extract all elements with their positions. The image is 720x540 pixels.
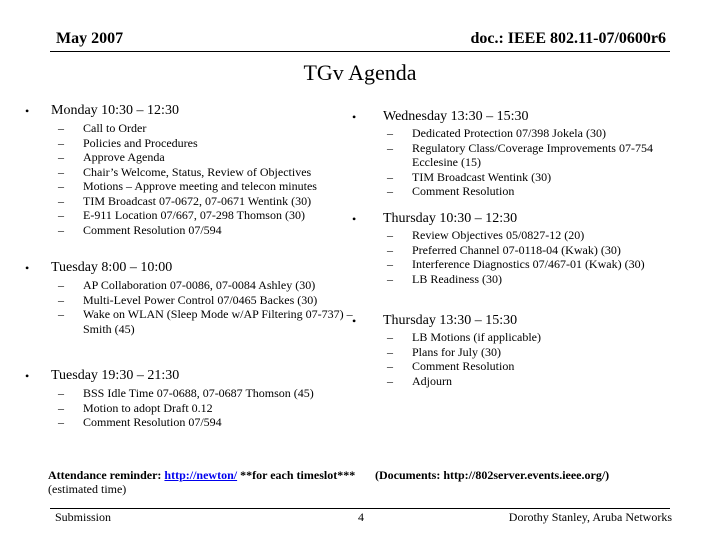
list-item-text: Comment Resolution <box>412 184 515 198</box>
list-item <box>58 164 353 180</box>
dash-icon: – <box>58 292 64 307</box>
dash-icon: – <box>58 307 64 321</box>
list-item <box>58 179 353 194</box>
list-item-text: Interference Diagnostics 07/467-01 (Kwak) (30) <box>412 257 645 271</box>
bullet-icon: • <box>25 261 30 275</box>
left-section-heading: Monday 10:30 – 12:30 <box>51 103 179 118</box>
list-item-text: TIM Broadcast Wentink (30) <box>412 169 552 184</box>
list-item <box>387 228 657 243</box>
list-item-text: BSS Idle Time 07-0688, 07-0687 Thomson (45) <box>83 386 314 400</box>
bullet-icon: • <box>25 104 30 118</box>
dash-icon: – <box>387 373 393 388</box>
dash-icon: – <box>387 184 393 198</box>
list-item-text: Approve Agenda <box>83 150 165 164</box>
list-item <box>387 169 657 185</box>
bullet-icon: • <box>352 314 357 328</box>
right-section-items <box>387 330 657 388</box>
dash-icon: – <box>58 278 64 292</box>
estimated-time-note: (estimated time) <box>48 482 127 496</box>
list-item-text: Plans for July (30) <box>412 344 501 359</box>
list-item-text: AP Collaboration 07-0086, 07-0084 Ashley (30) <box>83 278 316 292</box>
list-item-text: Preferred Channel 07-0118-04 (Kwak) (30) <box>412 242 621 257</box>
list-item-text: Chair’s Welcome, Status, Review of Objectives <box>83 164 312 179</box>
attendance-link[interactable]: http://newton/ <box>164 468 238 482</box>
dash-icon: – <box>58 222 64 237</box>
list-item-text: Comment Resolution 07/594 <box>83 415 222 429</box>
page-title: TGv Agenda <box>303 60 417 85</box>
list-item <box>58 150 353 165</box>
dash-icon: – <box>387 271 393 286</box>
list-item <box>58 278 353 293</box>
list-item <box>58 386 353 401</box>
list-item <box>387 257 657 272</box>
bullet-icon: • <box>25 369 30 383</box>
list-item-text: TIM Broadcast 07-0672, 07-0671 Wentink (30) <box>83 193 312 208</box>
right-section-heading: Thursday 10:30 – 12:30 <box>383 211 518 226</box>
left-section-items <box>58 121 353 237</box>
dash-icon: – <box>58 135 64 150</box>
dash-icon: – <box>58 193 64 208</box>
dash-icon: – <box>387 257 393 271</box>
list-item-text: Adjourn <box>412 373 452 388</box>
page-number: 4 <box>358 510 364 524</box>
list-item <box>387 242 657 258</box>
dash-icon: – <box>387 330 393 344</box>
dash-icon: – <box>387 359 393 373</box>
attendance-suffix: **for each timeslot*** <box>237 468 356 482</box>
left-section-heading: Tuesday 8:00 – 10:00 <box>51 260 173 275</box>
list-item-text: Motion to adopt Draft 0.12 <box>83 400 213 415</box>
dash-icon: – <box>58 150 64 164</box>
dash-icon: – <box>58 179 64 193</box>
header-doc-id: doc.: IEEE 802.11-07/0600r6 <box>470 30 666 47</box>
list-item-text: Call to Order <box>83 121 147 135</box>
list-item <box>387 373 657 389</box>
documents-note: (Documents: http://802server.events.ieee.org/) <box>375 468 610 482</box>
dash-icon: – <box>387 140 393 155</box>
list-item <box>58 292 353 308</box>
list-item-text: E-911 Location 07/667, 07-298 Thomson (30) <box>83 208 305 222</box>
list-item <box>58 193 353 209</box>
list-item-text: Multi-Level Power Control 07/0465 Backes (30) <box>83 292 318 307</box>
dash-icon: – <box>58 386 64 400</box>
right-section-heading: Thursday 13:30 – 15:30 <box>383 313 518 328</box>
list-item <box>58 222 353 238</box>
right-section-items <box>387 126 657 199</box>
footer-rule <box>50 508 670 509</box>
list-item <box>58 400 353 416</box>
list-item <box>387 344 657 360</box>
list-item-text: Wake on WLAN (Sleep Mode w/AP Filtering 07-737) – Smith (45) <box>83 307 353 336</box>
attendance-prefix: Attendance reminder: <box>48 468 165 482</box>
dash-icon: – <box>58 400 64 415</box>
dash-icon: – <box>58 121 64 135</box>
list-item <box>58 121 353 136</box>
list-item-text: Dedicated Protection 07/398 Jokela (30) <box>412 126 606 140</box>
list-item <box>58 307 353 336</box>
footer-submission: Submission <box>55 510 112 524</box>
list-item-text: Regulatory Class/Coverage Improvements 07-754 Ecclesine (15) <box>412 140 653 169</box>
dash-icon: – <box>387 126 393 140</box>
footer-author: Dorothy Stanley, Aruba Networks <box>508 510 672 524</box>
list-item <box>387 184 657 199</box>
dash-icon: – <box>387 242 393 257</box>
right-section-items <box>387 228 657 286</box>
list-item <box>387 359 657 374</box>
list-item <box>58 208 353 223</box>
dash-icon: – <box>387 344 393 359</box>
list-item <box>387 271 657 287</box>
bullet-icon: • <box>352 212 357 226</box>
dash-icon: – <box>58 208 64 222</box>
left-section-items <box>58 386 353 430</box>
left-section-items <box>58 278 353 336</box>
left-section-heading: Tuesday 19:30 – 21:30 <box>51 368 180 383</box>
dash-icon: – <box>387 228 393 242</box>
list-item <box>58 135 353 151</box>
right-section-heading: Wednesday 13:30 – 15:30 <box>383 109 529 124</box>
list-item <box>58 415 353 430</box>
list-item-text: Comment Resolution 07/594 <box>83 222 222 237</box>
dash-icon: – <box>58 415 64 429</box>
header-date: May 2007 <box>56 30 124 47</box>
list-item-text: LB Readiness (30) <box>412 271 502 286</box>
list-item-text: Comment Resolution <box>412 359 515 373</box>
header-rule <box>50 51 670 52</box>
list-item <box>387 330 657 345</box>
dash-icon: – <box>58 164 64 179</box>
list-item-text: Policies and Procedures <box>83 135 198 150</box>
list-item-text: Review Objectives 05/0827-12 (20) <box>412 228 585 242</box>
bullet-icon: • <box>352 110 357 124</box>
list-item-text: Motions – Approve meeting and telecon minutes <box>83 179 317 193</box>
list-item <box>387 140 657 170</box>
list-item <box>387 126 657 141</box>
dash-icon: – <box>387 169 393 184</box>
list-item-text: LB Motions (if applicable) <box>412 330 541 344</box>
